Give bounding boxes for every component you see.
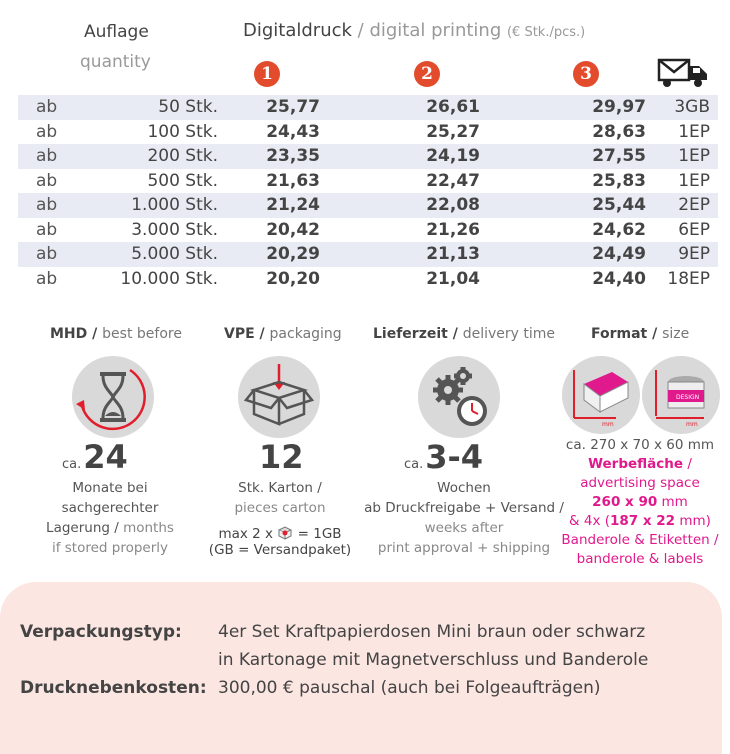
row-price-1: 21,24 [266,195,320,216]
row-price-1: 25,77 [266,97,320,118]
row-price-1: 20,20 [266,268,320,289]
mhd-line-3a: Lagerung [46,520,110,536]
format-mm-1: mm [602,421,614,428]
variant-badge-2: 2 [414,61,440,87]
price-header [243,20,585,41]
mhd-title-en: best before [102,326,182,342]
row-quantity: 100 Stk. [147,121,218,142]
gears-clock-icon [418,356,500,438]
row-price-2: 25,27 [426,121,480,142]
row-shipping: 18EP [667,268,710,289]
format-ad2-size: 187 x 22 [610,513,676,529]
delivery-title-de: Lieferzeit [373,326,448,342]
table-row [18,218,718,243]
table-row [18,144,718,169]
table-row [18,169,718,194]
mhd-line-2: sachgerechter [61,500,159,516]
variant-badge-1: 1 [254,61,280,87]
price-header-en: digital printing [369,20,502,41]
row-price-1: 23,35 [266,146,320,167]
mhd-value [62,438,128,476]
format-band-en: banderole & labels [576,551,704,567]
delivery-desc [364,478,564,558]
row-prefix: ab [36,97,58,118]
row-price-1: 20,42 [266,219,320,240]
format-ad2-pre: & 4x ( [569,513,610,529]
delivery-line-2: ab Druckfreigabe + Versand / [364,500,564,516]
vpe-line-2: pieces carton [234,500,326,516]
quantity-header-de: Auflage [84,22,149,42]
row-shipping: 3GB [674,97,710,118]
row-quantity: 1.000 Stk. [131,195,218,216]
price-unit: (€ Stk./pcs.) [506,25,586,40]
row-prefix: ab [36,219,58,240]
delivery-line-3: weeks after [424,520,504,536]
row-price-2: 26,61 [426,97,480,118]
row-shipping: 2EP [678,195,710,216]
table-row [18,193,718,218]
row-quantity: 3.000 Stk. [131,219,218,240]
row-prefix: ab [36,195,58,216]
row-quantity: 50 Stk. [158,97,218,118]
vpe-desc [200,478,360,518]
format-circle-2 [642,356,720,434]
row-prefix: ab [36,121,58,142]
row-price-2: 21,13 [426,244,480,265]
row-price-2: 21,26 [426,219,480,240]
format-ad-en: advertising space [580,475,700,491]
delivery-value [404,438,483,476]
row-shipping: 1EP [678,146,710,167]
mhd-number: 24 [83,438,128,476]
row-price-3: 27,55 [592,146,646,167]
vpe-note [200,526,360,558]
format-ad-size: 260 x 90 [592,494,658,510]
table-row [18,242,718,267]
row-price-3: 25,83 [592,170,646,191]
hourglass-circle [72,356,154,438]
row-price-3: 28,63 [592,121,646,142]
mhd-line-3b: months [123,520,174,536]
row-shipping: 1EP [678,170,710,191]
mhd-line-1: Monate bei [72,480,148,496]
mini-box-icon [277,526,293,540]
row-shipping: 6EP [678,219,710,240]
delivery-line-1: Wochen [437,480,491,496]
variant-badge-3: 3 [573,61,599,87]
format-desc: ca. 270 x 70 x 60 mm Werbefläche / advertising space 260 x 90 mm & 4x (187 x 22 mm) Banderole & Etiketten / banderole & labels [556,436,724,569]
format-ad-unit: mm [661,494,688,510]
vpe-title-de: VPE [224,326,255,342]
mhd-title-de: MHD [50,326,88,342]
vpe-title-en: packaging [269,326,342,342]
mhd-ca: ca. [62,457,82,472]
price-header-sep: / [351,20,370,41]
format-title-en: size [662,326,690,342]
row-price-2: 24,19 [426,146,480,167]
mhd-desc: Monate bei sachgerechter Lagerung / months if stored properly [30,478,190,558]
gears-circle [418,356,500,438]
packaging-type-line-2: in Kartonage mit Magnetverschluss und Banderole [218,650,649,670]
truck-envelope-icon [657,56,709,88]
delivery-line-4: print approval + shipping [377,540,551,556]
print-costs-value: 300,00 € pauschal (auch bei Folgeaufträgen) [218,678,601,698]
format-ad-de: Werbefläche [588,456,684,472]
table-row [18,267,718,292]
row-quantity: 10.000 Stk. [120,268,218,289]
row-price-1: 20,29 [266,244,320,265]
format-title: Format / size [591,326,690,342]
row-price-3: 29,97 [592,97,646,118]
row-price-2: 22,47 [426,170,480,191]
vpe-line-3b: = 1GB [297,526,342,542]
row-shipping: 9EP [678,244,710,265]
packaging-type-label: Verpackungstyp: [20,622,182,642]
row-price-2: 21,04 [426,268,480,289]
format-title-de: Format [591,326,648,342]
delivery-number: 3-4 [425,438,484,476]
row-price-1: 21,63 [266,170,320,191]
price-table [18,95,718,291]
product-tin-icon [642,356,720,434]
row-price-3: 24,40 [592,268,646,289]
vpe-line-1: Stk. Karton / [238,480,322,496]
vpe-value: 12 [259,438,304,476]
row-quantity: 5.000 Stk. [131,244,218,265]
box-circle [238,356,320,438]
row-quantity: 500 Stk. [147,170,218,191]
vpe-line-4: (GB = Versandpaket) [208,542,352,558]
row-shipping: 1EP [678,121,710,142]
delivery-title-en: delivery time [462,326,556,342]
row-price-2: 22,08 [426,195,480,216]
row-price-1: 24,43 [266,121,320,142]
vpe-line-3a: max 2 x [218,526,274,542]
row-prefix: ab [36,146,58,167]
row-price-3: 24,49 [592,244,646,265]
mhd-title: MHD / best before [50,326,182,342]
quantity-header-en: quantity [80,52,151,72]
row-prefix: ab [36,244,58,265]
format-design-label: DESIGN [676,394,700,401]
table-row [18,95,718,120]
format-circle-1 [562,356,640,434]
format-band-de: Banderole & Etiketten / [561,532,719,548]
delivery-title: Lieferzeit / delivery time [373,326,556,342]
row-price-3: 24,62 [592,219,646,240]
packaging-type-line-1: 4er Set Kraftpapierdosen Mini braun oder schwarz [218,622,646,642]
vpe-title: VPE / packaging [224,326,342,342]
delivery-ca: ca. [404,457,424,472]
row-price-3: 25,44 [592,195,646,216]
box-icon [238,356,320,438]
mhd-line-4: if stored properly [51,540,169,556]
product-box-icon [562,356,640,434]
row-quantity: 200 Stk. [147,146,218,167]
format-dims: ca. 270 x 70 x 60 mm [565,437,715,453]
format-ad2-post: mm) [679,513,711,529]
table-row [18,120,718,145]
hourglass-icon [72,356,154,438]
price-header-de: Digitaldruck [243,20,352,41]
row-prefix: ab [36,268,58,289]
format-mm-2: mm [686,421,698,428]
row-prefix: ab [36,170,58,191]
print-costs-label: Drucknebenkosten: [20,678,207,698]
